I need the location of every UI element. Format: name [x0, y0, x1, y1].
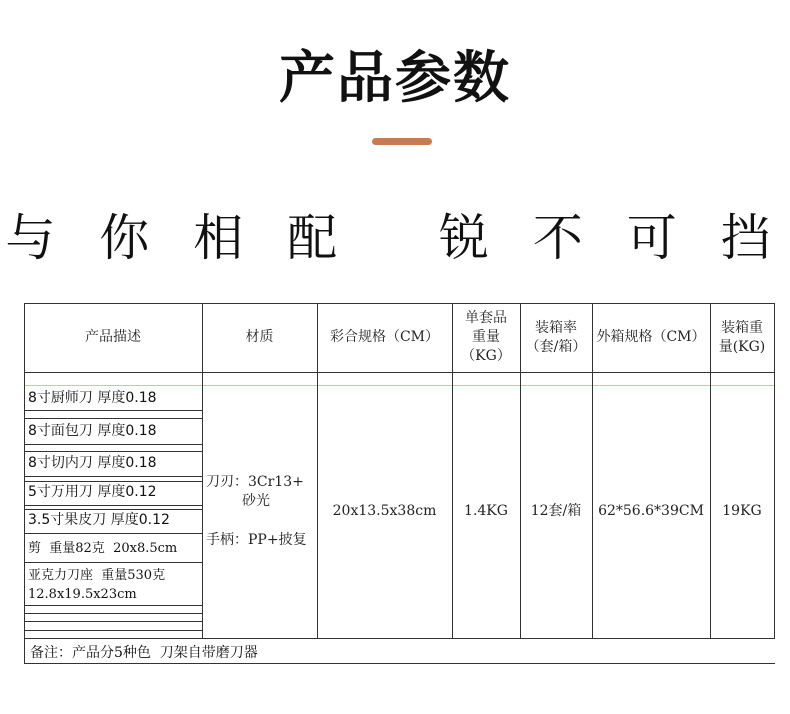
title-accent-bar	[372, 138, 432, 145]
table-rule	[24, 663, 775, 664]
table-rule	[24, 638, 775, 639]
list-item: 剪 重量82克 20x8.5cm	[28, 541, 178, 556]
header-packing-rate: 装箱率 （套/箱）	[525, 319, 587, 355]
header-description: 产品描述	[85, 329, 141, 345]
header-carton-weight: 装箱重 量(KG)	[718, 319, 766, 355]
slogan-char: 可	[626, 209, 691, 267]
list-item: 亚克力刀座 重量530克	[28, 568, 166, 583]
list-item: 3.5寸果皮刀 厚度0.12	[28, 512, 170, 528]
page-title: 产品参数	[279, 46, 511, 111]
slogan-char: 相	[193, 209, 258, 267]
carton-size-value: 62*56.6*39CM	[598, 503, 704, 519]
list-item: 8寸切内刀 厚度0.18	[28, 455, 157, 471]
slogan-char: 与	[5, 209, 70, 267]
slogan-char: 锐	[438, 209, 503, 267]
slogan-char: 挡	[720, 209, 785, 267]
box-size-value: 20x13.5x38cm	[332, 503, 437, 519]
slogan-char: 配	[287, 209, 352, 267]
material-cell: 刀刃：3Cr13+ 砂光 手柄：PP+披复	[206, 474, 307, 548]
list-item: 8寸厨师刀 厚度0.18	[28, 390, 157, 406]
list-item: 12.8x19.5x23cm	[28, 587, 137, 602]
table-note: 备注：产品分5种色 刀架自带磨刀器	[30, 645, 258, 661]
header-material: 材质	[245, 329, 274, 345]
carton-weight-value: 19KG	[722, 503, 762, 519]
list-item: 8寸面包刀 厚度0.18	[28, 423, 157, 439]
slogan	[0, 206, 790, 270]
slogan-char: 不	[532, 209, 597, 267]
header-box-size: 彩合规格（CM）	[329, 329, 440, 345]
list-item: 5寸万用刀 厚度0.12	[28, 484, 157, 500]
packing-rate-value: 12套/箱	[530, 503, 582, 519]
table-rule	[24, 372, 775, 373]
slogan-char: 你	[99, 209, 164, 267]
header-unit-weight: 单套品 重量 （KG）	[461, 310, 511, 364]
header-carton-size: 外箱规格（CM）	[596, 329, 706, 345]
unit-weight-value: 1.4KG	[464, 503, 508, 519]
